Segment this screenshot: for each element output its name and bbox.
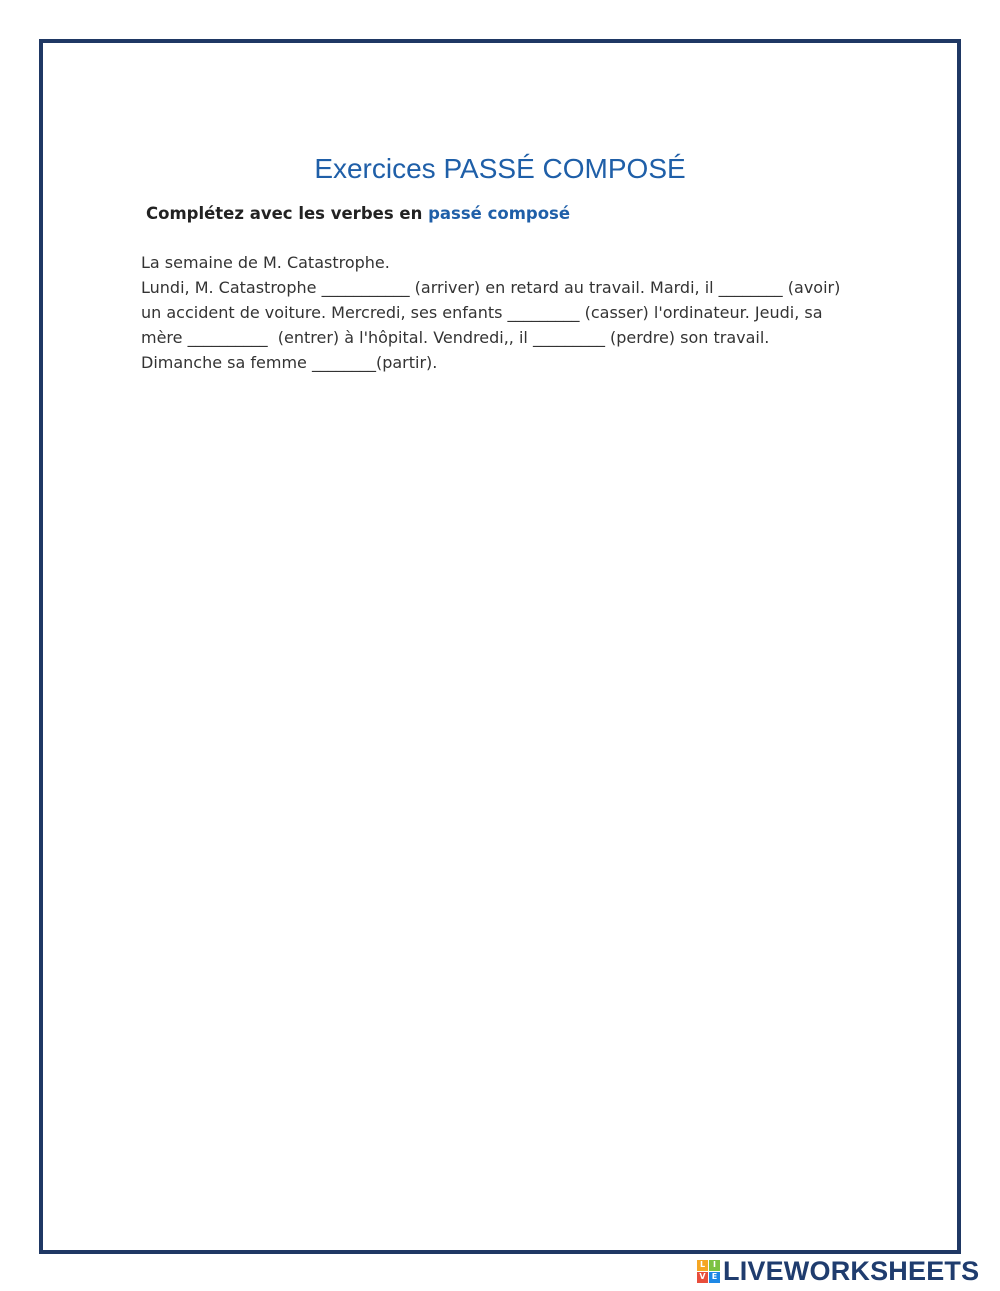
paragraph-line: Lundi, M. Catastrophe ___________ (arriver) en retard au travail. Mardi, il ________ (avoir) [141,278,841,297]
paragraph-line: Dimanche sa femme ________(partir). [141,353,438,372]
worksheet-frame [39,39,961,1254]
brand-text: LIVEWORKSHEETS [723,1255,980,1286]
logo-tile-l: L [697,1260,708,1271]
liveworksheets-brand[interactable] [697,1255,980,1286]
paragraph-line: mère __________ (entrer) à l'hôpital. Vendredi,, il _________ (perdre) son travail. [141,328,770,347]
logo-tile-i: I [709,1260,720,1271]
paragraph-line: un accident de voiture. Mercredi, ses enfants _________ (casser) l'ordinateur. Jeudi, sa [141,303,823,322]
instruction-prefix: Complétez avec les verbes en [146,204,429,223]
logo-tile-e: E [709,1272,720,1283]
exercise-paragraph [141,250,881,375]
logo-tile-v: V [697,1272,708,1283]
liveworksheets-logo-icon [697,1260,720,1283]
instruction-accent: passé composé [428,204,571,223]
paragraph-line: La semaine de M. Catastrophe. [141,253,390,272]
instruction-text [146,204,570,223]
worksheet-title: Exercices PASSÉ COMPOSÉ [314,153,686,184]
